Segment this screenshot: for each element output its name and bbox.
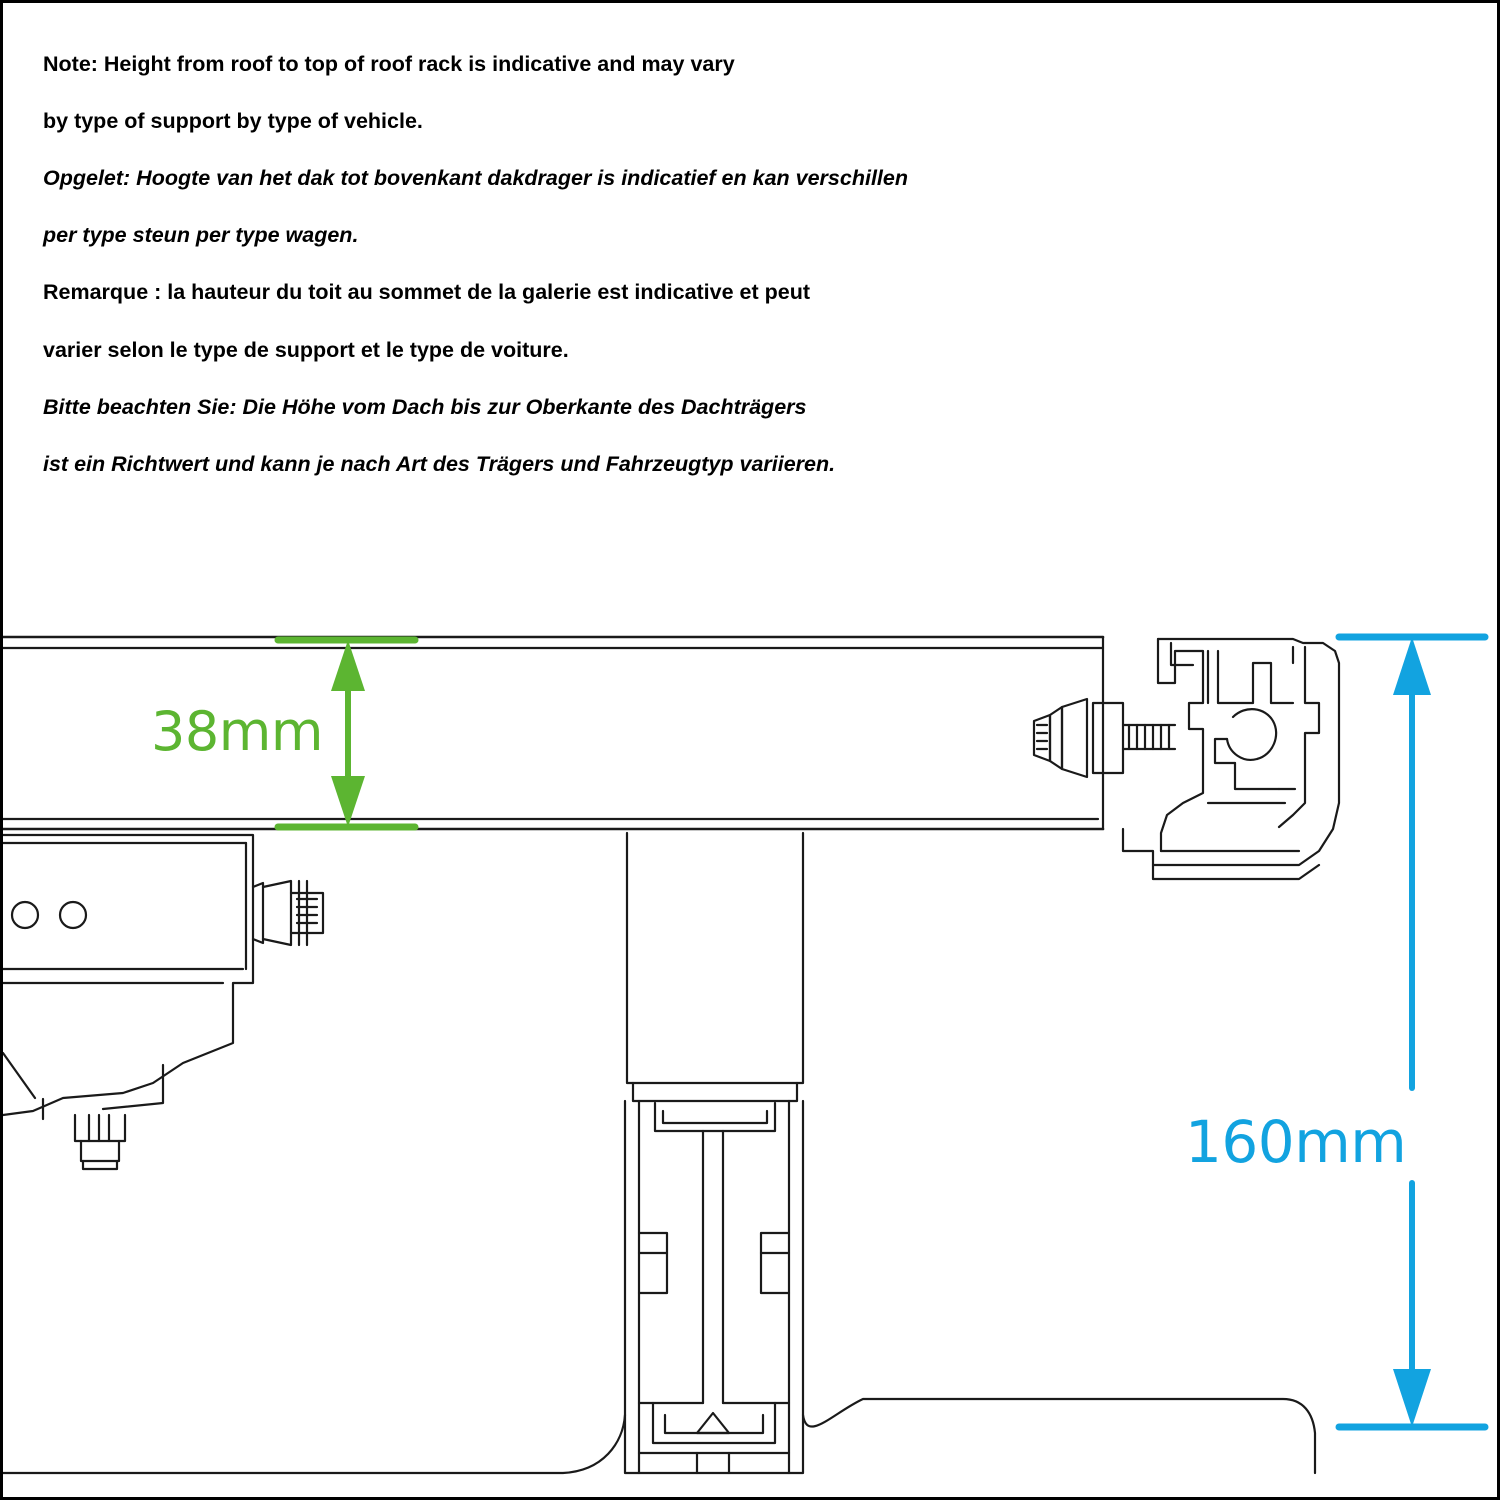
- left-bracket-assembly: [3, 835, 323, 1169]
- center-vertical-rail: [625, 833, 803, 1473]
- note-line-3: Opgelet: Hoogte van het dak tot bovenkant dakdrager is indicatief en kan verschillen: [43, 165, 908, 190]
- side-rail-extrusion: [1123, 639, 1339, 879]
- roof-contour: [3, 1399, 1315, 1473]
- note-line-5: Remarque : la hauteur du toit au sommet de la galerie est indicative et peut: [43, 280, 811, 305]
- note-line-4: per type steun per type wagen.: [43, 223, 359, 248]
- note-line-8: ist ein Richtwert und kann je nach Art des Trägers und Fahrzeugtyp variieren.: [43, 451, 836, 476]
- total-height-label: 160mm: [1185, 1108, 1407, 1176]
- note-line-7: Bitte beachten Sie: Die Höhe vom Dach bis zur Oberkante des Dachträgers: [43, 394, 807, 419]
- note-line-6: varier selon le type de support et le type de voiture.: [43, 337, 569, 362]
- bolt-assembly-right: [1034, 699, 1175, 777]
- total-height-dimension: [1339, 637, 1485, 1427]
- bar-height-label: 38mm: [151, 700, 323, 763]
- note-line-1: Note: Height from roof to top of roof rack is indicative and may vary: [43, 51, 735, 76]
- note-line-2: by type of support by type of vehicle.: [43, 108, 423, 133]
